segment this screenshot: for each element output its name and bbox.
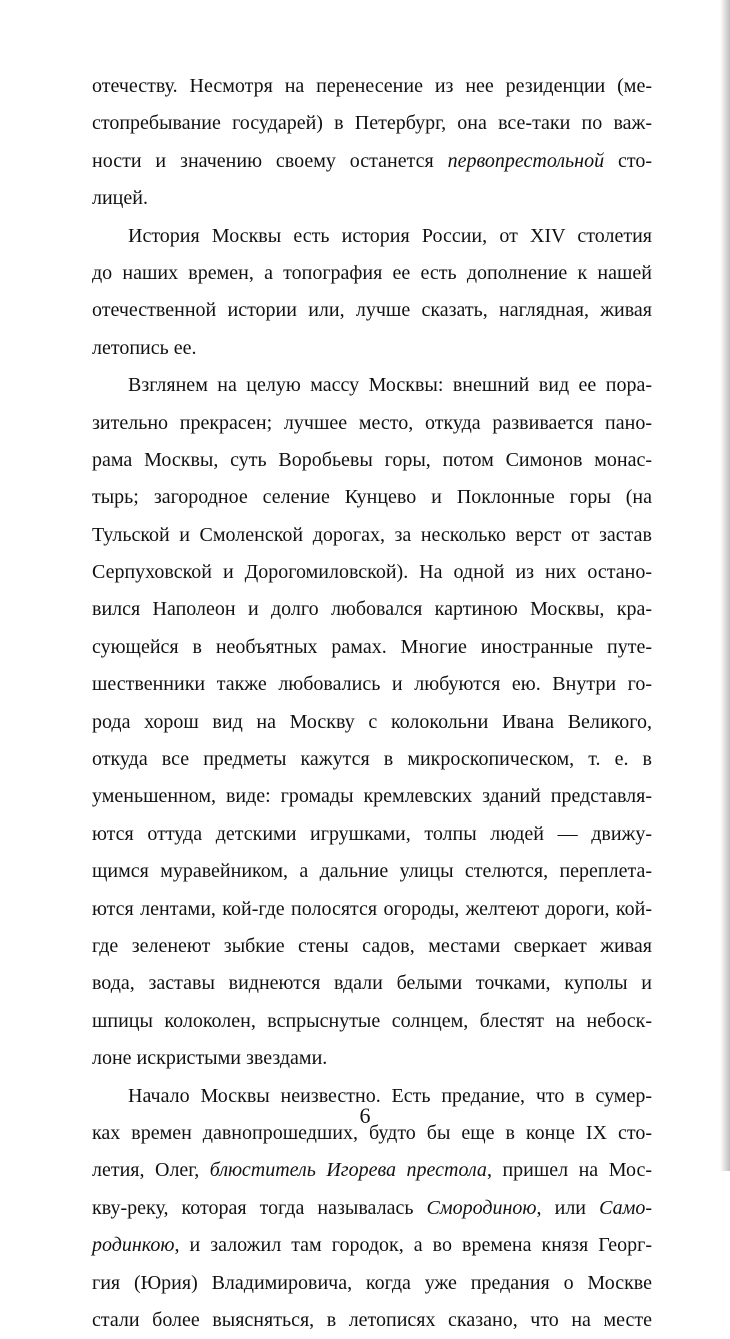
- text-run: шпицы колоколен, вспрыснутые солнцем, блестят на небоск-: [92, 1009, 652, 1032]
- text-line: [92, 741, 652, 778]
- text-line: [92, 1040, 652, 1077]
- text-line: [92, 1302, 652, 1339]
- text-run: , или: [536, 1196, 600, 1219]
- text-line: [92, 255, 652, 292]
- text-line: [92, 405, 652, 442]
- text-run: откуда все предметы кажутся в микроскопическом, т. е. в: [92, 748, 652, 771]
- text-run: тырь; загородное селение Кунцево и Поклонные горы (на: [92, 486, 652, 509]
- italic-text: родинкою: [92, 1234, 175, 1257]
- text-run: История Москвы есть история России, от XIV столетия: [128, 224, 652, 247]
- text-line: [92, 442, 652, 479]
- text-line: [92, 666, 652, 703]
- text-run: рода хорош вид на Москву с колокольни Ивана Великого,: [92, 710, 652, 733]
- text-run: стопребывание государей) в Петербург, она все-таки по важ-: [92, 112, 652, 135]
- italic-text: Смородиною: [426, 1196, 537, 1219]
- italic-text: блюститель Игорева престола: [209, 1159, 487, 1182]
- text-line: [92, 367, 652, 404]
- text-run: зительно прекрасен; лучшее место, откуда развивается пано-: [92, 411, 652, 434]
- text-run: ках времен давнопрошедших, будто бы еще в конце IX сто-: [92, 1121, 652, 1144]
- text-run: Взглянем на целую массу Москвы: внешний вид ее пора-: [128, 374, 652, 397]
- text-line: [92, 330, 652, 367]
- page-number: 6: [359, 1103, 371, 1128]
- text-run: лицей.: [92, 187, 148, 210]
- text-run: , и заложил там городок, а во времена князя Георг-: [174, 1234, 652, 1257]
- text-line: [92, 1003, 652, 1040]
- text-line: [92, 629, 652, 666]
- text-line: [92, 965, 652, 1002]
- text-run: отечественной истории или, лучше сказать, наглядная, живая: [92, 299, 652, 322]
- text-run: Серпуховской и Дорогомиловской). На одной из них остано-: [92, 561, 652, 584]
- italic-text: Само-: [599, 1196, 653, 1219]
- text-line: [92, 1265, 652, 1302]
- text-line: [92, 591, 652, 628]
- text-run: гия (Юрия) Владимировича, когда уже предания о Москве: [92, 1271, 652, 1294]
- text-run: до наших времен, а топография ее есть дополнение к нашей: [92, 261, 652, 284]
- text-run: щимся муравейником, а дальние улицы стелются, переплета-: [92, 860, 652, 883]
- text-line: [92, 853, 652, 890]
- italic-text: первопрестольной: [447, 149, 605, 172]
- text-run: сто-: [604, 149, 653, 172]
- body-text: [92, 68, 652, 1339]
- text-line: [92, 143, 652, 180]
- text-line: [92, 778, 652, 815]
- text-run: вился Наполеон и долго любовался картиною Москвы, кра-: [92, 598, 652, 621]
- text-run: летия, Олег,: [92, 1159, 210, 1182]
- text-run: шественники также любовались и любуются ею. Внутри го-: [92, 673, 652, 696]
- text-line: [92, 1152, 652, 1189]
- text-line: [92, 816, 652, 853]
- text-line: [92, 891, 652, 928]
- text-line: [92, 218, 652, 255]
- text-line: [92, 68, 652, 105]
- text-line: [92, 704, 652, 741]
- text-run: ются оттуда детскими игрушками, толпы людей — движу-: [92, 822, 652, 845]
- text-run: рама Москвы, суть Воробьевы горы, потом Симонов монас-: [92, 448, 652, 471]
- text-run: летопись ее.: [92, 336, 197, 359]
- text-run: ются лентами, кой-где полосятся огороды, желтеют дороги, кой-: [92, 897, 652, 920]
- text-run: Тульской и Смоленской дорогах, за несколько верст от застав: [92, 523, 652, 546]
- text-line: [92, 1227, 652, 1264]
- text-line: [92, 554, 652, 591]
- text-run: сующейся в необъятных рамах. Многие иностранные путе-: [92, 635, 652, 658]
- text-line: [92, 180, 652, 217]
- text-run: , пришел на Мос-: [486, 1159, 653, 1182]
- text-line: [92, 292, 652, 329]
- text-run: где зеленеют зыбкие стены садов, местами сверкает живая: [92, 934, 652, 957]
- text-run: Начало Москвы неизвестно. Есть предание, что в сумер-: [128, 1084, 652, 1107]
- text-run: ности и значению своему останется: [92, 149, 448, 172]
- text-run: стали более выясняться, в летописях сказано, что на месте: [92, 1308, 652, 1331]
- text-run: вода, заставы виднеются вдали белыми точками, куполы и: [92, 972, 652, 995]
- text-line: [92, 479, 652, 516]
- text-line: [92, 1190, 652, 1227]
- text-run: отечеству. Несмотря на перенесение из нее резиденции (ме-: [92, 75, 652, 97]
- text-line: [92, 517, 652, 554]
- text-run: уменьшенном, виде: громады кремлевских зданий представля-: [92, 785, 652, 808]
- text-run: лоне искристыми звездами.: [92, 1047, 328, 1070]
- text-line: [92, 928, 652, 965]
- page-edge-shadow: [720, 0, 730, 1171]
- text-run: кву-реку, которая тогда называлась: [92, 1196, 427, 1219]
- text-line: [92, 105, 652, 142]
